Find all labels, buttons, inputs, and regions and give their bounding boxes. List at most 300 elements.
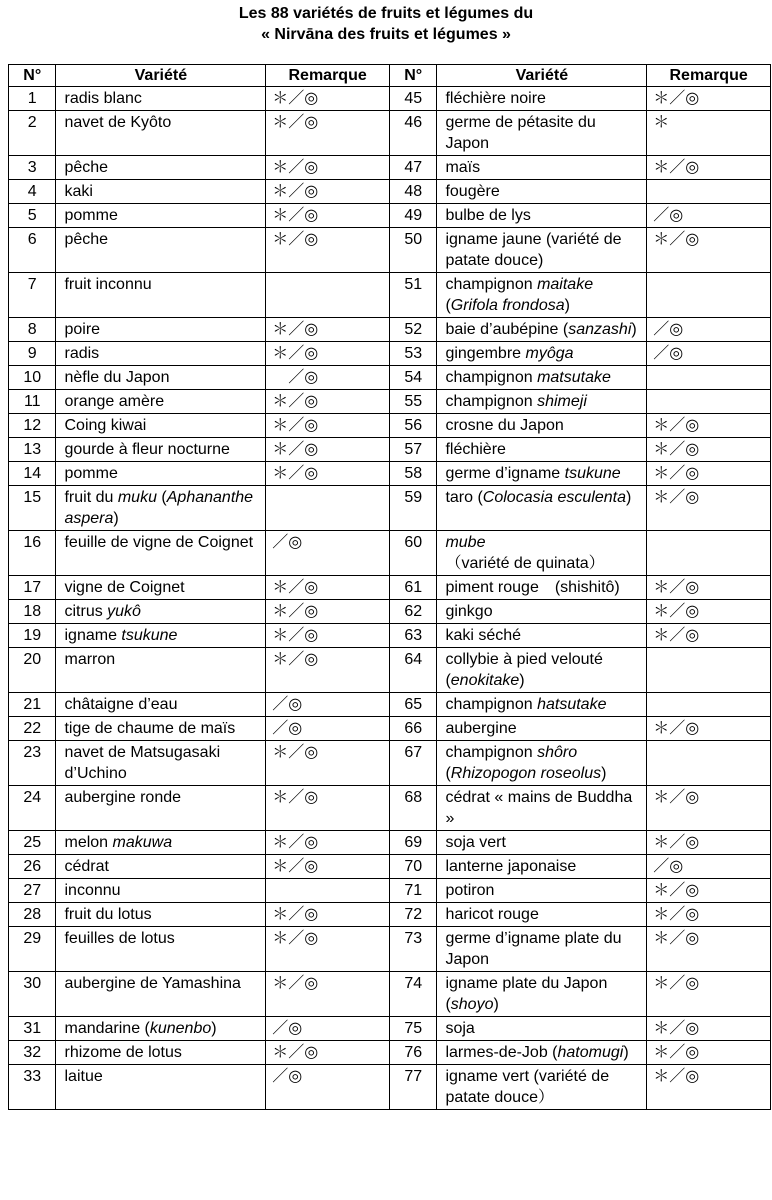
entry-number-right: 53 <box>389 342 436 366</box>
table-header-row <box>9 65 771 87</box>
variety-italic-term: yukô <box>107 603 141 620</box>
entry-number-right: 61 <box>389 576 436 600</box>
entry-variety-left <box>56 87 266 111</box>
entry-number-left: 9 <box>9 342 56 366</box>
entry-variety-right <box>437 366 647 390</box>
entry-remark-left: ＊／◎ <box>266 87 390 111</box>
table-row <box>9 180 771 204</box>
entry-number-left: 10 <box>9 366 56 390</box>
variety-text: pêche <box>64 231 109 248</box>
entry-variety-right <box>437 1041 647 1065</box>
variety-italic-term: Colocasia esculenta <box>482 489 626 506</box>
variety-text: larmes-de-Job ( <box>445 1044 558 1061</box>
variety-text: collybie à pied velouté ( <box>445 651 603 689</box>
variety-text: cédrat « mains de Buddha » <box>445 789 633 827</box>
varieties-table <box>8 64 771 1110</box>
entry-number-left: 32 <box>9 1041 56 1065</box>
entry-number-right: 77 <box>389 1065 436 1110</box>
entry-number-right: 58 <box>389 462 436 486</box>
entry-number-right: 68 <box>389 786 436 831</box>
entry-remark-left <box>266 486 390 531</box>
entry-variety-left <box>56 180 266 204</box>
variety-italic-term: tsukune <box>564 465 621 482</box>
entry-number-left: 28 <box>9 903 56 927</box>
variety-text: inconnu <box>64 882 121 899</box>
table-row <box>9 786 771 831</box>
entry-remark-right: ＊／◎ <box>647 786 771 831</box>
entry-variety-right <box>437 879 647 903</box>
entry-remark-right: ＊／◎ <box>647 576 771 600</box>
variety-text: citrus <box>64 603 108 620</box>
table-row <box>9 1017 771 1041</box>
entry-variety-left <box>56 1017 266 1041</box>
entry-number-left: 16 <box>9 531 56 576</box>
variety-text: rhizome de lotus <box>64 1044 182 1061</box>
title-line-2: « Nirvāna des fruits et légumes » <box>261 26 511 43</box>
variety-text: potiron <box>445 882 495 899</box>
variety-text: taro ( <box>445 489 483 506</box>
entry-number-left: 30 <box>9 972 56 1017</box>
entry-variety-left <box>56 576 266 600</box>
entry-remark-right: ＊／◎ <box>647 600 771 624</box>
entry-remark-right: ＊／◎ <box>647 486 771 531</box>
table-row <box>9 831 771 855</box>
entry-remark-right: ＊／◎ <box>647 972 771 1017</box>
entry-number-right: 59 <box>389 486 436 531</box>
entry-variety-left <box>56 972 266 1017</box>
entry-remark-right: ＊／◎ <box>647 624 771 648</box>
entry-variety-left <box>56 855 266 879</box>
entry-number-right: 52 <box>389 318 436 342</box>
entry-remark-left <box>266 273 390 318</box>
entry-remark-right: ＊／◎ <box>647 879 771 903</box>
entry-number-left: 21 <box>9 693 56 717</box>
variety-italic-term: shôro <box>537 744 578 761</box>
entry-number-left: 27 <box>9 879 56 903</box>
entry-remark-right: ＊／◎ <box>647 1065 771 1110</box>
variety-italic-term: hatsutake <box>537 696 607 713</box>
entry-number-left: 1 <box>9 87 56 111</box>
entry-variety-left <box>56 156 266 180</box>
entry-variety-left <box>56 486 266 531</box>
variety-text: fruit du <box>64 489 118 506</box>
entry-number-left: 4 <box>9 180 56 204</box>
entry-variety-right <box>437 531 647 576</box>
entry-remark-right: ＊／◎ <box>647 156 771 180</box>
entry-remark-left: ／◎ <box>266 1017 390 1041</box>
variety-text: lanterne japonaise <box>445 858 577 875</box>
variety-text: （variété de quinata） <box>445 555 605 572</box>
variety-text: pomme <box>64 465 118 482</box>
variety-italic-term: myôga <box>525 345 574 362</box>
entry-remark-right <box>647 390 771 414</box>
entry-remark-right: ＊／◎ <box>647 903 771 927</box>
entry-variety-right <box>437 855 647 879</box>
entry-remark-right: ＊／◎ <box>647 228 771 273</box>
variety-italic-term: shimeji <box>537 393 587 410</box>
entry-remark-left: ＊／◎ <box>266 903 390 927</box>
entry-variety-right <box>437 180 647 204</box>
entry-variety-right <box>437 576 647 600</box>
entry-remark-left: ＊／◎ <box>266 414 390 438</box>
entry-variety-left <box>56 342 266 366</box>
variety-text: baie d’aubépine ( <box>445 321 569 338</box>
entry-number-right: 62 <box>389 600 436 624</box>
entry-remark-left: ＊／◎ <box>266 111 390 156</box>
table-row <box>9 576 771 600</box>
variety-text: fléchière noire <box>445 90 546 107</box>
variety-text: vigne de Coignet <box>64 579 185 596</box>
entry-variety-left <box>56 741 266 786</box>
entry-variety-right <box>437 972 647 1017</box>
entry-number-left: 29 <box>9 927 56 972</box>
table-row <box>9 693 771 717</box>
entry-variety-right <box>437 462 647 486</box>
entry-remark-left: ＊／◎ <box>266 180 390 204</box>
entry-variety-right <box>437 624 647 648</box>
entry-remark-right: ＊／◎ <box>647 1017 771 1041</box>
variety-text: igname plate du Japon ( <box>445 975 608 1013</box>
entry-number-right: 50 <box>389 228 436 273</box>
entry-remark-left: ／◎ <box>266 366 390 390</box>
entry-variety-right <box>437 414 647 438</box>
variety-italic-term: muku <box>117 489 157 506</box>
table-row <box>9 87 771 111</box>
entry-variety-left <box>56 204 266 228</box>
variety-text: aubergine <box>445 720 517 737</box>
table-row <box>9 414 771 438</box>
entry-remark-right <box>647 741 771 786</box>
entry-variety-right <box>437 111 647 156</box>
entry-remark-right <box>647 180 771 204</box>
entry-variety-right <box>437 717 647 741</box>
entry-number-left: 20 <box>9 648 56 693</box>
entry-variety-right <box>437 1065 647 1110</box>
table-row <box>9 342 771 366</box>
entry-remark-left: ＊／◎ <box>266 831 390 855</box>
entry-number-left: 5 <box>9 204 56 228</box>
entry-variety-right <box>437 927 647 972</box>
table-row <box>9 318 771 342</box>
table-row <box>9 717 771 741</box>
entry-variety-right <box>437 87 647 111</box>
table-row <box>9 531 771 576</box>
variety-text: champignon <box>445 744 538 761</box>
entry-remark-right: ／◎ <box>647 342 771 366</box>
variety-text: ) <box>631 321 637 338</box>
table-row <box>9 462 771 486</box>
entry-number-left: 6 <box>9 228 56 273</box>
variety-text: marron <box>64 651 116 668</box>
entry-remark-left <box>266 879 390 903</box>
variety-text: ) <box>623 1044 629 1061</box>
entry-number-left: 31 <box>9 1017 56 1041</box>
variety-text: champignon <box>445 393 538 410</box>
entry-remark-right: ＊／◎ <box>647 717 771 741</box>
table-body <box>9 87 771 1110</box>
table-row <box>9 648 771 693</box>
entry-number-right: 63 <box>389 624 436 648</box>
entry-number-right: 75 <box>389 1017 436 1041</box>
variety-text: maïs <box>445 159 481 176</box>
table-row <box>9 624 771 648</box>
entry-remark-left: ＊／◎ <box>266 648 390 693</box>
variety-text: ) <box>113 510 119 527</box>
entry-number-right: 71 <box>389 879 436 903</box>
variety-text: ) <box>519 672 525 689</box>
entry-number-left: 23 <box>9 741 56 786</box>
variety-italic-term: Aphananthe aspera <box>64 489 254 527</box>
variety-text: melon <box>64 834 113 851</box>
variety-italic-term: mube <box>445 534 486 551</box>
entry-number-left: 7 <box>9 273 56 318</box>
entry-number-left: 13 <box>9 438 56 462</box>
variety-italic-term: makuwa <box>112 834 173 851</box>
entry-variety-left <box>56 462 266 486</box>
header-remark-left: Remarque <box>266 65 390 87</box>
entry-number-right: 73 <box>389 927 436 972</box>
entry-remark-right: ＊／◎ <box>647 438 771 462</box>
entry-variety-right <box>437 228 647 273</box>
entry-variety-left <box>56 693 266 717</box>
entry-number-right: 60 <box>389 531 436 576</box>
variety-text: soja vert <box>445 834 506 851</box>
entry-remark-right <box>647 366 771 390</box>
entry-remark-right: ＊／◎ <box>647 87 771 111</box>
entry-remark-right <box>647 648 771 693</box>
entry-remark-left: ＊／◎ <box>266 1041 390 1065</box>
entry-remark-left: ＊／◎ <box>266 600 390 624</box>
entry-number-right: 65 <box>389 693 436 717</box>
entry-variety-right <box>437 831 647 855</box>
entry-number-left: 26 <box>9 855 56 879</box>
variety-italic-term: sanzashi <box>568 321 632 338</box>
entry-number-left: 24 <box>9 786 56 831</box>
variety-text: kaki <box>64 183 93 200</box>
entry-number-right: 76 <box>389 1041 436 1065</box>
entry-remark-left: ＊／◎ <box>266 927 390 972</box>
entry-number-right: 64 <box>389 648 436 693</box>
variety-text: soja <box>445 1020 475 1037</box>
entry-number-right: 46 <box>389 111 436 156</box>
variety-text: navet de Kyôto <box>64 114 172 131</box>
header-num-left: N° <box>9 65 56 87</box>
variety-text: ) <box>626 489 632 506</box>
variety-text: germe de pétasite du Japon <box>445 114 596 152</box>
entry-remark-left: ＊／◎ <box>266 390 390 414</box>
variety-text: radis blanc <box>64 90 142 107</box>
entry-number-left: 33 <box>9 1065 56 1110</box>
entry-variety-left <box>56 111 266 156</box>
table-row <box>9 273 771 318</box>
header-num-right: N° <box>389 65 436 87</box>
table-row <box>9 366 771 390</box>
entry-number-right: 72 <box>389 903 436 927</box>
title-line-1: Les 88 variétés de fruits et légumes du <box>238 5 534 22</box>
entry-variety-right <box>437 786 647 831</box>
entry-variety-left <box>56 600 266 624</box>
entry-variety-left <box>56 831 266 855</box>
variety-text: pomme <box>64 207 118 224</box>
entry-remark-left: ／◎ <box>266 693 390 717</box>
entry-remark-right: ＊ <box>647 111 771 156</box>
entry-variety-left <box>56 438 266 462</box>
variety-text: haricot rouge <box>445 906 539 923</box>
entry-remark-right: ／◎ <box>647 318 771 342</box>
entry-variety-right <box>437 273 647 318</box>
variety-text: igname <box>64 627 122 644</box>
variety-italic-term: matsutake <box>537 369 611 386</box>
variety-text: aubergine ronde <box>64 789 182 806</box>
entry-variety-right <box>437 648 647 693</box>
entry-number-right: 47 <box>389 156 436 180</box>
entry-remark-right <box>647 531 771 576</box>
entry-variety-right <box>437 318 647 342</box>
entry-number-right: 54 <box>389 366 436 390</box>
entry-remark-right: ＊／◎ <box>647 1041 771 1065</box>
entry-remark-left: ／◎ <box>266 531 390 576</box>
entry-remark-left: ＊／◎ <box>266 156 390 180</box>
variety-text: châtaigne d’eau <box>64 696 178 713</box>
entry-variety-right <box>437 741 647 786</box>
entry-remark-right: ／◎ <box>647 204 771 228</box>
table-row <box>9 1065 771 1110</box>
table-row <box>9 879 771 903</box>
variety-text: ( <box>445 297 451 314</box>
entry-variety-right <box>437 342 647 366</box>
variety-text: gourde à fleur nocturne <box>64 441 230 458</box>
variety-text: kaki séché <box>445 627 522 644</box>
entry-remark-left: ＊／◎ <box>266 204 390 228</box>
entry-number-right: 67 <box>389 741 436 786</box>
entry-number-left: 2 <box>9 111 56 156</box>
entry-variety-right <box>437 1017 647 1041</box>
variety-text: Coing kiwai <box>64 417 147 434</box>
variety-text: germe d’igname <box>445 465 565 482</box>
entry-variety-left <box>56 717 266 741</box>
entry-number-right: 57 <box>389 438 436 462</box>
entry-variety-left <box>56 1041 266 1065</box>
entry-number-left: 8 <box>9 318 56 342</box>
variety-text: nèfle du Japon <box>64 369 170 386</box>
variety-text: ) <box>601 765 607 782</box>
entry-remark-left: ＊／◎ <box>266 576 390 600</box>
entry-variety-left <box>56 228 266 273</box>
variety-text: champignon <box>445 696 538 713</box>
variety-text: champignon <box>445 276 538 293</box>
entry-remark-right <box>647 273 771 318</box>
variety-text: piment rouge (shishitô) <box>445 579 620 596</box>
variety-text: mandarine ( <box>64 1020 150 1037</box>
variety-text: champignon <box>445 369 538 386</box>
entry-number-left: 11 <box>9 390 56 414</box>
variety-text: fougère <box>445 183 500 200</box>
entry-number-right: 70 <box>389 855 436 879</box>
table-row <box>9 903 771 927</box>
variety-italic-term: Grifola frondosa <box>450 297 565 314</box>
entry-number-left: 19 <box>9 624 56 648</box>
variety-italic-term: hatomugi <box>557 1044 624 1061</box>
entry-remark-left: ＊／◎ <box>266 342 390 366</box>
variety-italic-term: maitake <box>537 276 594 293</box>
table-row <box>9 972 771 1017</box>
entry-variety-left <box>56 366 266 390</box>
variety-text: radis <box>64 345 100 362</box>
entry-remark-left: ＊／◎ <box>266 462 390 486</box>
variety-text: pêche <box>64 159 109 176</box>
table-row <box>9 228 771 273</box>
entry-variety-right <box>437 903 647 927</box>
entry-remark-right: ＊／◎ <box>647 927 771 972</box>
variety-text: igname vert (variété de patate douce） <box>445 1068 610 1106</box>
variety-text: crosne du Japon <box>445 417 564 434</box>
entry-variety-left <box>56 414 266 438</box>
entry-remark-left: ＊／◎ <box>266 972 390 1017</box>
entry-number-right: 45 <box>389 87 436 111</box>
entry-remark-left: ＊／◎ <box>266 624 390 648</box>
entry-number-left: 25 <box>9 831 56 855</box>
table-row <box>9 438 771 462</box>
variety-text: ginkgo <box>445 603 493 620</box>
entry-number-left: 15 <box>9 486 56 531</box>
entry-variety-left <box>56 786 266 831</box>
variety-text: fruit inconnu <box>64 276 152 293</box>
entry-variety-left <box>56 927 266 972</box>
entry-variety-right <box>437 204 647 228</box>
variety-text: cédrat <box>64 858 109 875</box>
entry-remark-left: ／◎ <box>266 1065 390 1110</box>
table-row <box>9 855 771 879</box>
variety-italic-term: shoyo <box>450 996 494 1013</box>
entry-remark-right: ＊／◎ <box>647 831 771 855</box>
variety-text: aubergine de Yamashina <box>64 975 241 992</box>
entry-variety-left <box>56 318 266 342</box>
document-title <box>0 0 772 45</box>
entry-variety-left <box>56 1065 266 1110</box>
variety-text: fléchière <box>445 441 506 458</box>
variety-text: fruit du lotus <box>64 906 152 923</box>
entry-variety-right <box>437 156 647 180</box>
variety-text: ) <box>564 297 570 314</box>
table-row <box>9 927 771 972</box>
entry-variety-right <box>437 600 647 624</box>
entry-variety-right <box>437 390 647 414</box>
table-row <box>9 204 771 228</box>
table-row <box>9 486 771 531</box>
entry-variety-left <box>56 879 266 903</box>
entry-number-left: 14 <box>9 462 56 486</box>
variety-text: ) <box>211 1020 217 1037</box>
entry-number-right: 49 <box>389 204 436 228</box>
entry-number-right: 55 <box>389 390 436 414</box>
variety-text: orange amère <box>64 393 165 410</box>
entry-number-left: 12 <box>9 414 56 438</box>
entry-remark-right: ＊／◎ <box>647 414 771 438</box>
entry-number-right: 69 <box>389 831 436 855</box>
variety-text: bulbe de lys <box>445 207 531 224</box>
variety-text: tige de chaume de maïs <box>64 720 236 737</box>
variety-text: ( <box>445 765 451 782</box>
variety-text: laitue <box>64 1068 103 1085</box>
entry-number-right: 74 <box>389 972 436 1017</box>
entry-number-left: 18 <box>9 600 56 624</box>
entry-remark-left: ＊／◎ <box>266 741 390 786</box>
entry-remark-left: ＊／◎ <box>266 318 390 342</box>
entry-number-right: 56 <box>389 414 436 438</box>
entry-variety-left <box>56 390 266 414</box>
variety-text: feuilles de lotus <box>64 930 175 947</box>
table-row <box>9 390 771 414</box>
